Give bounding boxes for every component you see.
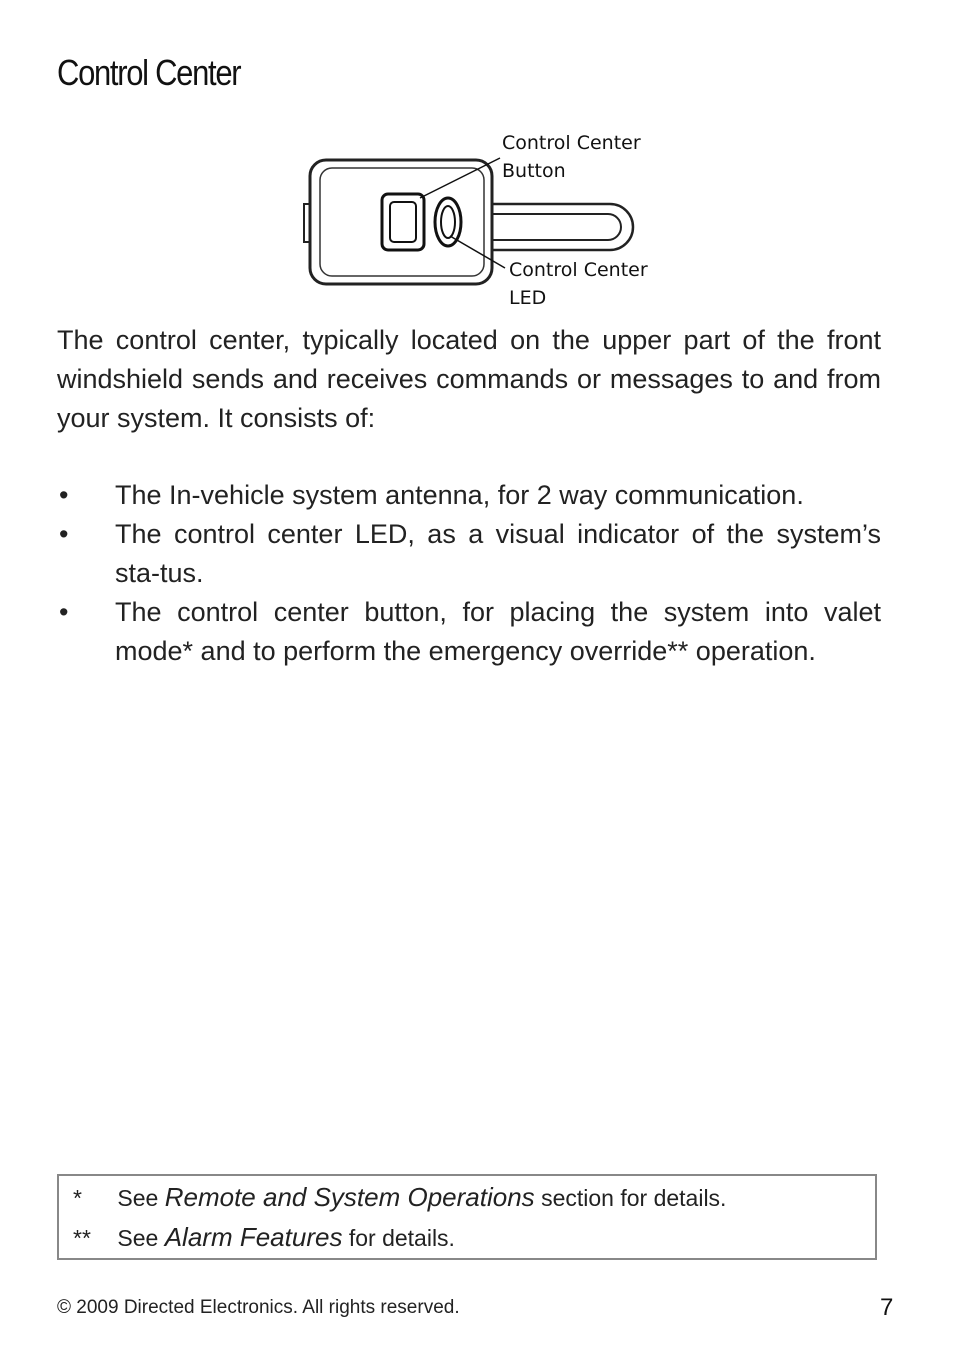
footnote-reference-title: Remote and System Operations xyxy=(164,1182,535,1212)
footnote-mark: ** xyxy=(73,1225,91,1251)
bullet-icon: • xyxy=(59,480,69,510)
antenna-loop-outer xyxy=(485,204,633,250)
list-item-text: The In-vehicle system antenna, for 2 way communication. xyxy=(115,480,804,510)
list-item-text: The control center LED, as a visual indicator of the system’s sta-tus. xyxy=(115,519,881,588)
copyright-notice: © 2009 Directed Electronics. All rights reserved. xyxy=(57,1297,460,1318)
footnote-prefix: See xyxy=(117,1185,159,1211)
intro-paragraph: The control center, typically located on the upper part of the front windshield sends and receives commands or messages to and from your system. It consists of: xyxy=(57,325,881,433)
bullet-icon: • xyxy=(59,519,69,549)
page-title: Control Center xyxy=(57,52,241,93)
footnote-reference-title: Alarm Features xyxy=(164,1222,343,1252)
footnote-mark: * xyxy=(73,1185,82,1211)
list-item-text: The control center button, for placing the system into valet mode* and to perform the emergency override** operation. xyxy=(115,597,881,666)
footnote-prefix: See xyxy=(117,1225,159,1251)
page-number: 7 xyxy=(880,1294,894,1321)
antenna-loop-inner xyxy=(485,214,621,240)
list-item xyxy=(57,515,881,593)
footnote-1 xyxy=(73,1182,726,1213)
bullet-icon: • xyxy=(59,597,69,627)
control-center-figure xyxy=(290,128,670,318)
footnote-suffix: for details. xyxy=(348,1225,455,1251)
callout-control-center-button: Control Center Button xyxy=(502,132,641,182)
footnote-2 xyxy=(73,1222,455,1253)
list-item xyxy=(57,593,881,671)
callout-control-center-led: Control Center LED xyxy=(509,259,648,309)
list-item xyxy=(57,476,881,515)
footnote-box xyxy=(57,1174,877,1260)
component-list xyxy=(57,476,881,671)
footnote-suffix: section for details. xyxy=(541,1185,727,1211)
